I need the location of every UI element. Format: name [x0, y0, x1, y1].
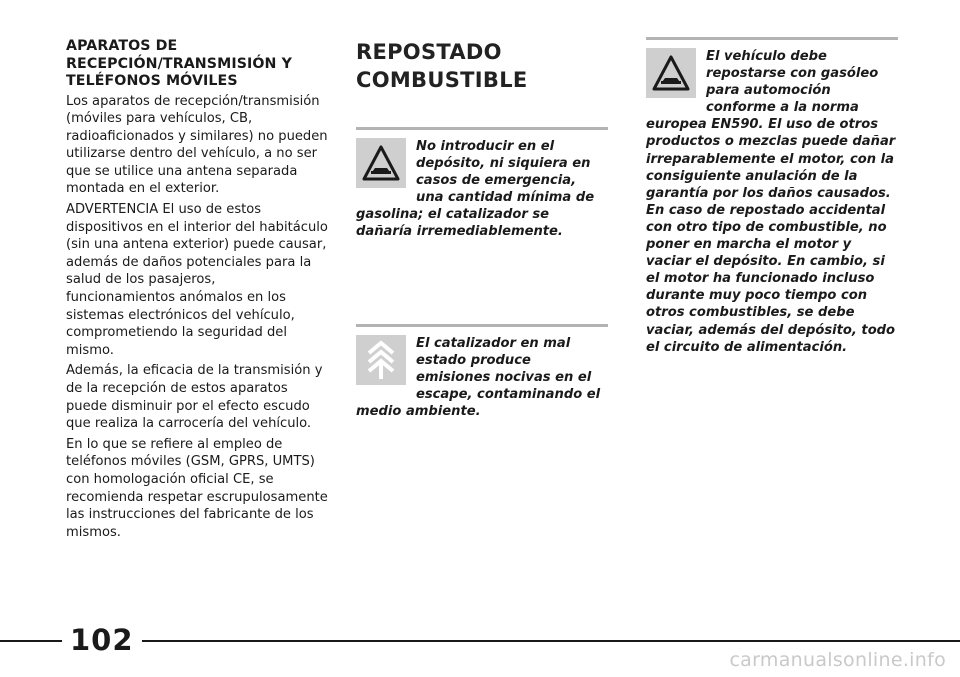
paragraph-3: Además, la eficacia de la transmisión y de la recepción de estos aparatos puede disminuir por el efecto escudo que realiza la carrocería del vehículo.: [66, 363, 323, 432]
paragraph-2: ADVERTENCIA El uso de estos dispositivos en el interior del habitáculo (sin una antena exterior) puede causar, además de daños potenciales para la salud de los pasajeros, funcionamientos anómalos en los sistemas electrónicos del vehículo, comprometiendo la seguridad del mismo.: [66, 202, 328, 358]
warning-box-diesel: [646, 37, 898, 356]
divider: [356, 127, 608, 130]
section-heading-radio-devices: APARATOS DE RECEPCIÓN/TRANSMISIÓN Y TELÉFONOS MÓVILES: [66, 38, 292, 89]
warning-text-catalyst: El catalizador en mal estado produce emisiones nocivas en el escape, contaminando el medio ambiente.: [356, 336, 601, 420]
middle-column: [356, 38, 608, 94]
warning-box-no-petrol: [356, 127, 608, 241]
warning-triangle-car-icon: [356, 138, 406, 188]
page-number: 102: [62, 622, 142, 658]
divider: [646, 37, 898, 40]
paragraph-1: Los aparatos de recepción/transmisión (móviles para vehículos, CB, radioaficionados y similares) no pueden utilizarse dentro del vehículo, a no ser que se utilice una antena separada montada en el exterior.: [66, 93, 328, 197]
paragraph-4: En lo que se refiere al empleo de teléfonos móviles (GSM, GPRS, UMTS) con homologación oficial CE, se recomienda respetar escrupulosamente las instrucciones del fabricante de los mismos.: [66, 436, 328, 540]
watermark: carmanualsonline.info: [729, 649, 946, 671]
warning-text-no-petrol: No introducir en el depósito, ni siquiera en casos de emergencia, una cantidad mínima de gasolina; el catalizador se dañaría irremediablemente.: [356, 139, 595, 240]
divider: [356, 324, 608, 327]
environment-chevron-icon: [356, 335, 406, 385]
footer-rule: [0, 640, 960, 642]
section-heading-refueling: REPOSTADO COMBUSTIBLE: [356, 40, 528, 92]
warning-text-diesel: El vehículo debe repostarse con gasóleo para automoción conforme a la norma europea EN590. El uso de otros productos o mezclas puede dañar irreparablemente el motor, con la consiguiente anulación de la garantía por los daños causados. En caso de repostado accidental con otro tipo de combustible, no poner en marcha el motor y vaciar el depósito. En cambio, si el motor ha funcionado incluso durante muy poco tiempo con otros combustibles, se debe vaciar, además del depósito, todo el circuito de alimentación.: [646, 49, 896, 355]
warning-box-catalyst: [356, 324, 608, 420]
warning-triangle-car-icon: [646, 48, 696, 98]
left-column: [66, 38, 328, 544]
